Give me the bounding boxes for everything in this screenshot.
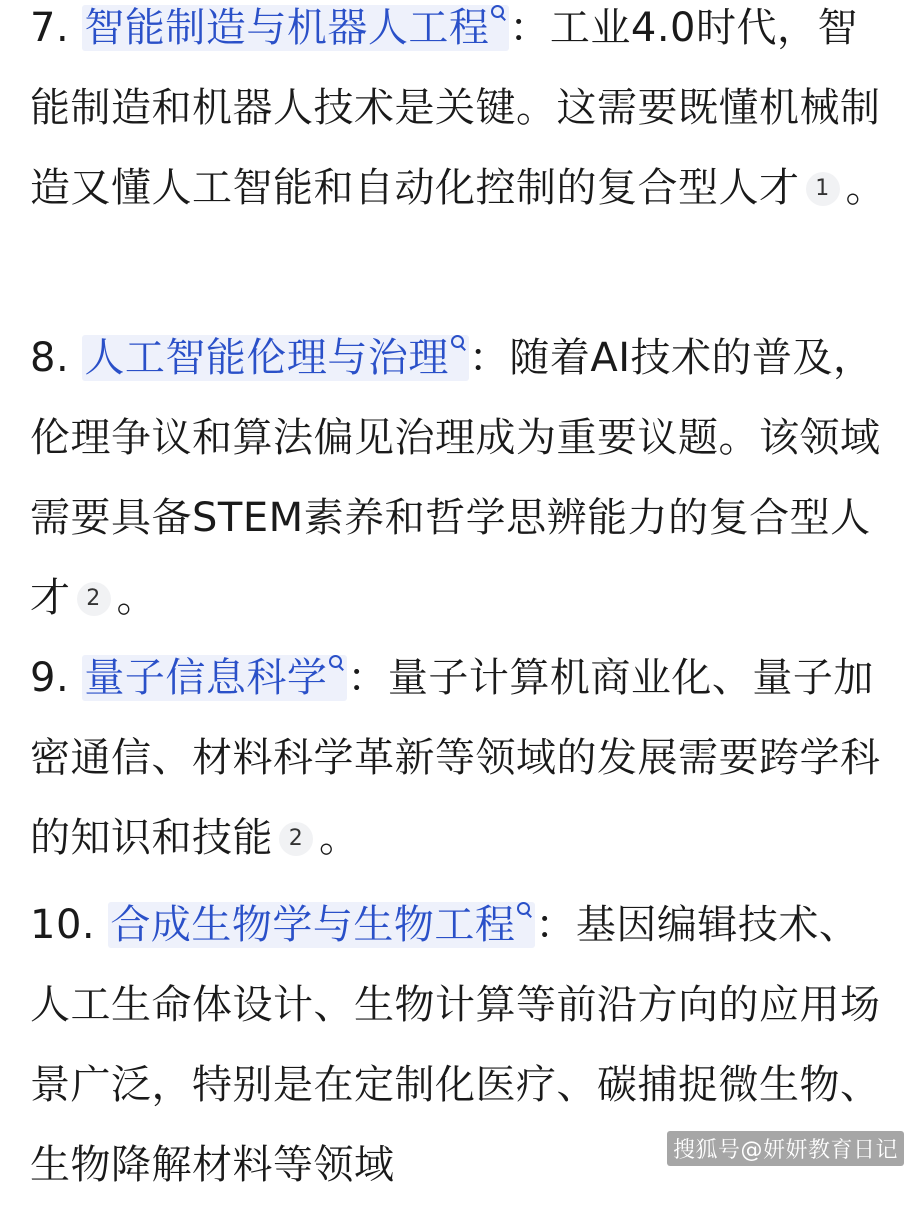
item-number: 9. <box>30 655 70 701</box>
list-item-9 <box>30 638 890 878</box>
item-end: 。 <box>116 575 157 621</box>
citation-badge[interactable]: 2 <box>279 822 313 856</box>
item-end: 。 <box>845 165 886 211</box>
item-text: ：量子计算机商业化、量子加密通信、材料科学革新等领域的发展需要跨学科的知识和技能 <box>30 655 881 861</box>
keyword-link-quantum-info[interactable]: 量子信息科学 <box>82 655 347 701</box>
keyword-link-ai-ethics[interactable]: 人工智能伦理与治理 <box>82 335 469 381</box>
list-item-8 <box>30 318 890 638</box>
search-icon[interactable] <box>451 335 467 353</box>
item-end: 。 <box>319 815 360 861</box>
citation-badge[interactable]: 2 <box>77 582 111 616</box>
search-icon[interactable] <box>517 902 533 920</box>
keyword-link-synthetic-biology[interactable]: 合成生物学与生物工程 <box>108 902 535 948</box>
watermark: 搜狐号@妍妍教育日记 <box>667 1131 904 1166</box>
citation-badge[interactable]: 1 <box>806 172 840 206</box>
search-icon[interactable] <box>329 655 345 673</box>
item-number: 10. <box>30 902 96 948</box>
item-text: ：基因编辑技术、人工生命体设计、生物计算等前沿方向的应用场景广泛，特别是在定制化医疗、碳捕捉微生物、生物降解材料等领域 <box>30 902 881 1188</box>
item-number: 7. <box>30 5 70 51</box>
item-number: 8. <box>30 335 70 381</box>
list-item-7 <box>30 0 890 228</box>
item-text: ：随着AI技术的普及，伦理争议和算法偏见治理成为重要议题。该领域需要具备STEM素养和哲学思辨能力的复合型人才 <box>30 335 881 621</box>
keyword-link-smart-manufacturing[interactable]: 智能制造与机器人工程 <box>82 5 509 51</box>
search-icon[interactable] <box>491 5 507 23</box>
item-text: ：工业4.0时代，智能制造和机器人技术是关键。这需要既懂机械制造又懂人工智能和自动化控制的复合型人才 <box>30 5 881 211</box>
